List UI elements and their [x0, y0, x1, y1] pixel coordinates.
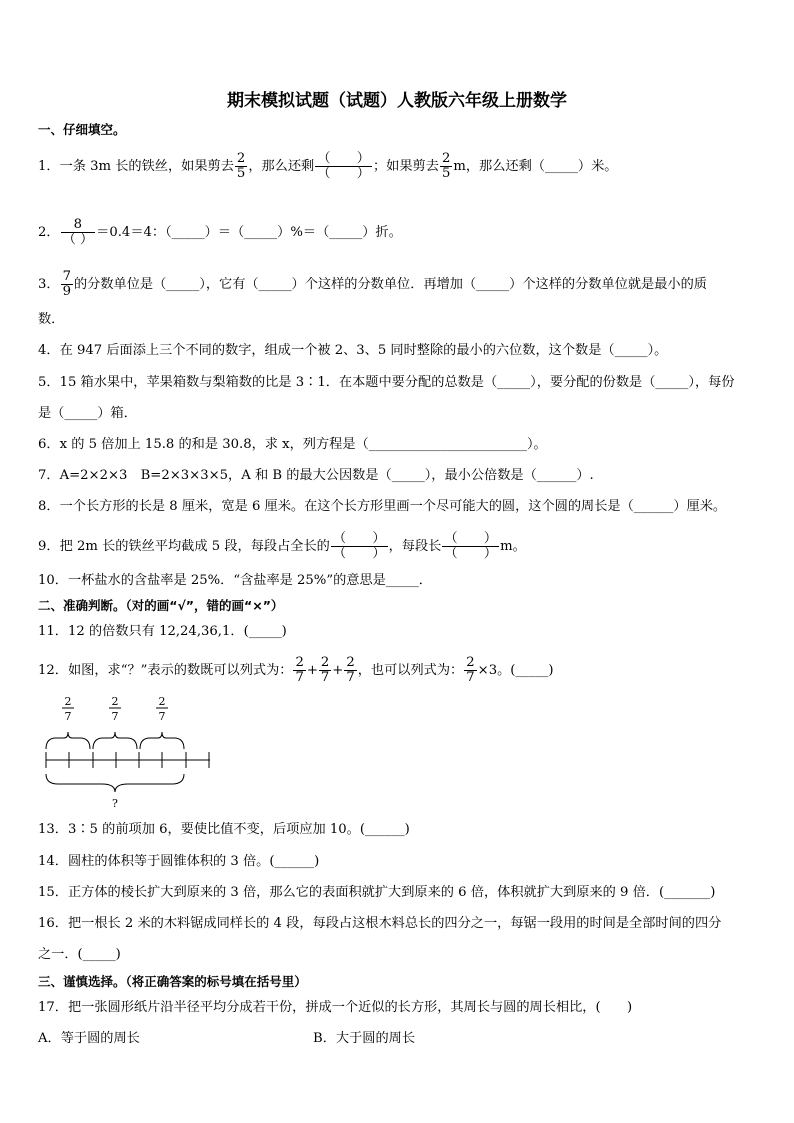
number-line-figure: [38, 694, 218, 814]
fraction: 8 （ ）: [62, 217, 94, 247]
fraction-label: [62, 695, 74, 723]
top-brace: [46, 732, 90, 749]
question-15: 15．正方体的棱长扩大到原来的 3 倍，那么它的表面积就扩大到原来的 6 倍，体积就扩大到原来的 9 倍．(_______): [38, 885, 716, 900]
question-10: 10．一杯盐水的含盐率是 25%．“含盐率是 25%”的意思是_____．: [38, 573, 432, 588]
svg-text:2: 2: [64, 695, 72, 708]
question-5: 5．15 箱水果中，苹果箱数与梨箱数的比是 3∶1．在本题中要分配的总数是（_____），要分配的份数是（_____），每份: [38, 375, 735, 390]
fraction-blank: （ ） （ ）: [444, 531, 498, 561]
fraction-blank: （ ） （ ）: [332, 531, 386, 561]
question-6: 6．x 的 5 倍加上 15.8 的和是 30.8，求 x，列方程是（________________________）。: [38, 437, 547, 452]
question-9: 9．把 2m 长的铁丝平均截成 5 段，每段占全长的 （ ） （ ） ，每段长 （ ） （ ） m。: [38, 531, 526, 561]
section-1-heading: 一、仔细填空。: [38, 122, 126, 137]
fraction-blank: （ ） （ ）: [317, 151, 370, 181]
top-brace: [140, 732, 184, 749]
exam-title: 期末模拟试题（试题）人教版六年级上册数学: [227, 91, 567, 111]
question-8: 8．一个长方形的长是 8 厘米，宽是 6 厘米。在这个长方形里画一个尽可能大的圆，这个圆的周长是（______）厘米。: [38, 499, 727, 514]
fraction: $\frac{2}{7}$: [295, 655, 304, 685]
fraction: $\frac{7}{9}$: [62, 269, 71, 299]
fraction: $\frac{2}{5}$: [236, 151, 246, 181]
question-3: 3． $\frac{7}{9}$ 的分数单位是（_____），它有（_____）个这样的分数单位．再增加（_____）个这样的分数单位就是最小的质: [38, 269, 707, 299]
question-11: 11．12 的倍数只有 12,24,36,1．(_____): [38, 624, 287, 639]
question-13: 13．3∶5 的前项加 6，要使比值不变，后项应加 10。(______): [38, 822, 410, 837]
fraction-label: [156, 695, 168, 723]
question-5-continued: 是（_____）箱．: [38, 406, 137, 421]
bottom-brace: [46, 774, 184, 792]
top-brace: [93, 732, 137, 749]
question-3-continued: 数．: [38, 312, 65, 327]
svg-text:7: 7: [158, 710, 166, 723]
fraction: $\frac{2}{7}$: [466, 655, 475, 685]
section-2-heading: 二、准确判断。（对的画“√”，错的画“×”）: [38, 598, 284, 613]
question-12: 12．如图，求“？”表示的数既可以列式为： $\frac{2}{7}$ + $\frac{2}{7}$ + $\frac{2}{7}$ ，也可以列式为： $\frac{2}{7}$ ×3。(_____): [38, 655, 554, 685]
question-16: 16．把一根长 2 米的木料锯成同样长的 4 段，每段占这根木料总长的四分之一，每锯一段用的时间是全部时间的四分: [38, 916, 722, 931]
question-17-option-b: B．大于圆的周长: [313, 1031, 416, 1046]
question-14: 14．圆柱的体积等于圆锥体积的 3 倍。(______): [38, 854, 320, 869]
section-3-heading: 三、谨慎选择。（将正确答案的标号填在括号里）: [38, 974, 307, 989]
svg-text:7: 7: [111, 710, 119, 723]
question-mark: ?: [112, 797, 118, 810]
question-17: 17．把一张圆形纸片沿半径平均分成若干份，拼成一个近似的长方形，其周长与圆的周长相比，( ): [38, 1000, 633, 1015]
fraction-label: [109, 695, 121, 723]
question-1: 1．一条 3m 长的铁丝，如果剪去 $\frac{2}{5}$ ，那么还剩 （ ） （ ） ；如果剪去 $\frac{2}{5}$ m，那么还剩（_____）米。: [38, 151, 618, 181]
question-2: 2． 8 （ ） ＝0.4＝4：（_____）＝（_____）%＝（_____）折。: [38, 217, 402, 247]
question-4: 4．在 947 后面添上三个不同的数字，组成一个被 2、3、5 同时整除的最小的六位数，这个数是（_____）。: [38, 343, 668, 358]
question-7: 7．A=2×2×3 B=2×3×3×5，A 和 B 的最大公因数是（_____），最小公倍数是（______）.: [38, 468, 594, 483]
question-17-option-a: A．等于圆的周长: [38, 1031, 140, 1046]
svg-text:2: 2: [111, 695, 119, 708]
fraction: $\frac{2}{5}$: [441, 151, 451, 181]
svg-text:2: 2: [158, 695, 166, 708]
question-16-continued: 之一．(_____): [38, 947, 121, 962]
fraction: $\frac{2}{7}$: [346, 655, 355, 685]
svg-text:7: 7: [64, 710, 72, 723]
fraction: $\frac{2}{7}$: [320, 655, 330, 685]
